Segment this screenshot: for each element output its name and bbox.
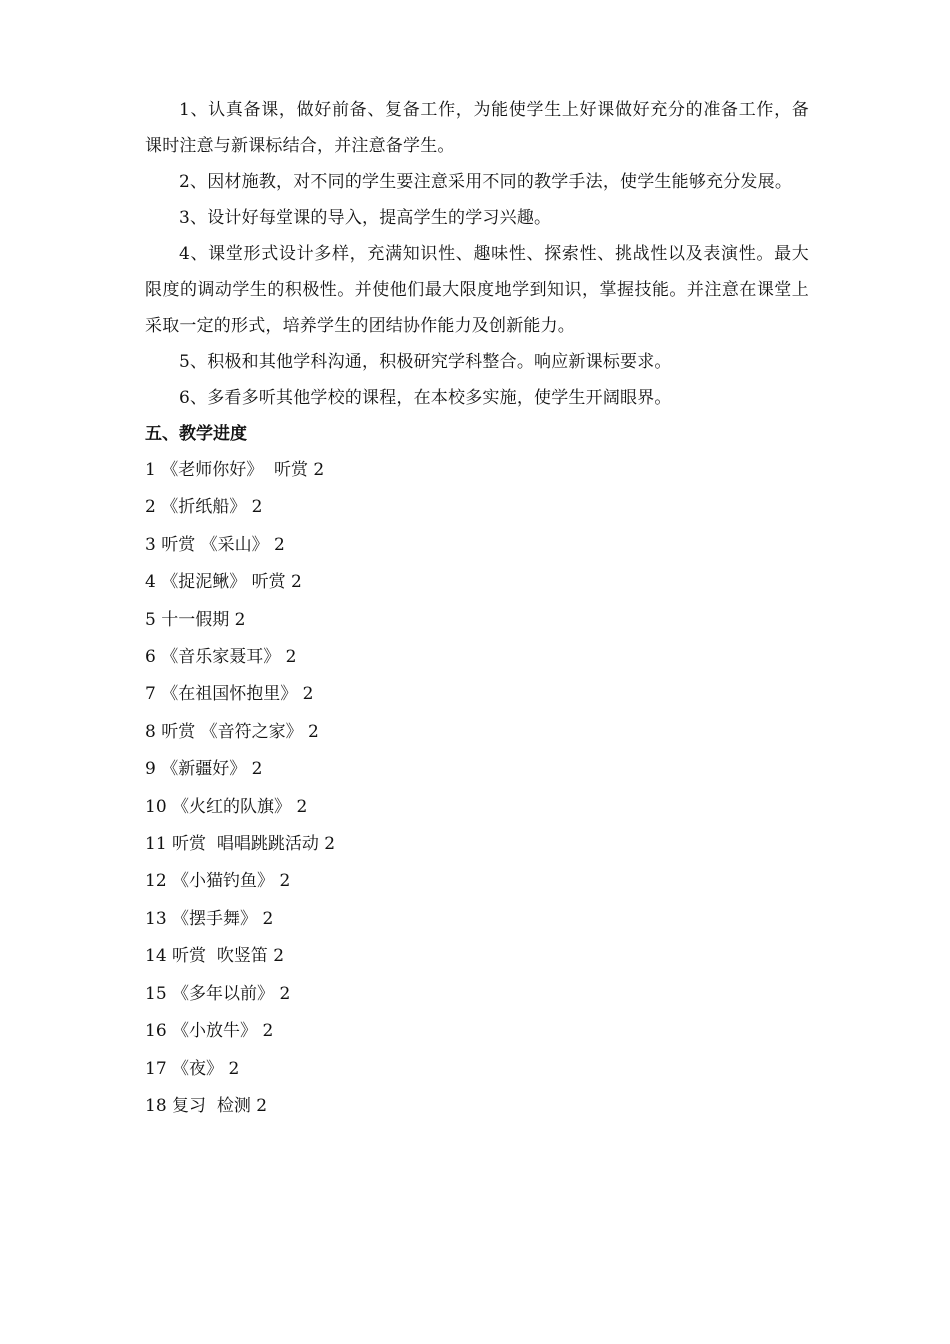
schedule-item: 11 听赏 唱唱跳跳活动 2 xyxy=(145,834,336,855)
measure-paragraph-2: 2、因材施教，对不同的学生要注意采用不同的教学手法，使学生能够充分发展。 xyxy=(179,172,793,192)
schedule-item: 5 十一假期 2 xyxy=(145,609,246,630)
schedule-item: 10 《火红的队旗》 2 xyxy=(145,796,308,817)
schedule-item: 17 《夜》 2 xyxy=(145,1058,240,1079)
schedule-item: 4 《捉泥鳅》 听赏 2 xyxy=(145,572,302,593)
measure-paragraph-3: 3、设计好每堂课的导入，提高学生的学习兴趣。 xyxy=(179,208,552,228)
schedule-item: 13 《摆手舞》 2 xyxy=(145,908,274,929)
schedule-item: 9 《新疆好》 2 xyxy=(145,759,263,780)
measure-paragraph-6: 6、多看多听其他学校的课程，在本校多实施，使学生开阔眼界。 xyxy=(179,388,672,408)
schedule-item: 6 《音乐家聂耳》 2 xyxy=(145,647,297,668)
schedule-item: 14 听赏 吹竖笛 2 xyxy=(145,946,285,967)
schedule-item: 3 听赏 《采山》 2 xyxy=(145,534,285,555)
measure-paragraph-4: 4、课堂形式设计多样，充满知识性、趣味性、探索性、挑战性以及表演性。最大限度的调动学生的积极性。并使他们最大限度地学到知识，掌握技能。并注意在课堂上采取一定的形式，培养学生的团结协作能力及创新能力。 xyxy=(145,244,809,336)
schedule-item: 15 《多年以前》 2 xyxy=(145,983,291,1004)
document-content xyxy=(145,92,809,1125)
schedule-item: 18 复习 检测 2 xyxy=(145,1095,268,1116)
measure-paragraph-1: 1、认真备课，做好前备、复备工作，为能使学生上好课做好充分的准备工作，备课时注意与新课标结合，并注意备学生。 xyxy=(145,100,809,156)
schedule-item: 16 《小放牛》 2 xyxy=(145,1021,274,1042)
schedule-item: 7 《在祖国怀抱里》 2 xyxy=(145,684,314,705)
schedule-item: 8 听赏 《音符之家》 2 xyxy=(145,721,319,742)
schedule-item: 12 《小猫钓鱼》 2 xyxy=(145,871,291,892)
teaching-schedule-list xyxy=(145,452,809,1125)
schedule-item: 1 《老师你好》 听赏 2 xyxy=(145,460,325,480)
section-title-teaching-schedule: 五、教学进度 xyxy=(145,424,247,444)
measure-paragraph-5: 5、积极和其他学科沟通，积极研究学科整合。响应新课标要求。 xyxy=(179,352,672,372)
schedule-item: 2 《折纸船》 2 xyxy=(145,497,263,518)
